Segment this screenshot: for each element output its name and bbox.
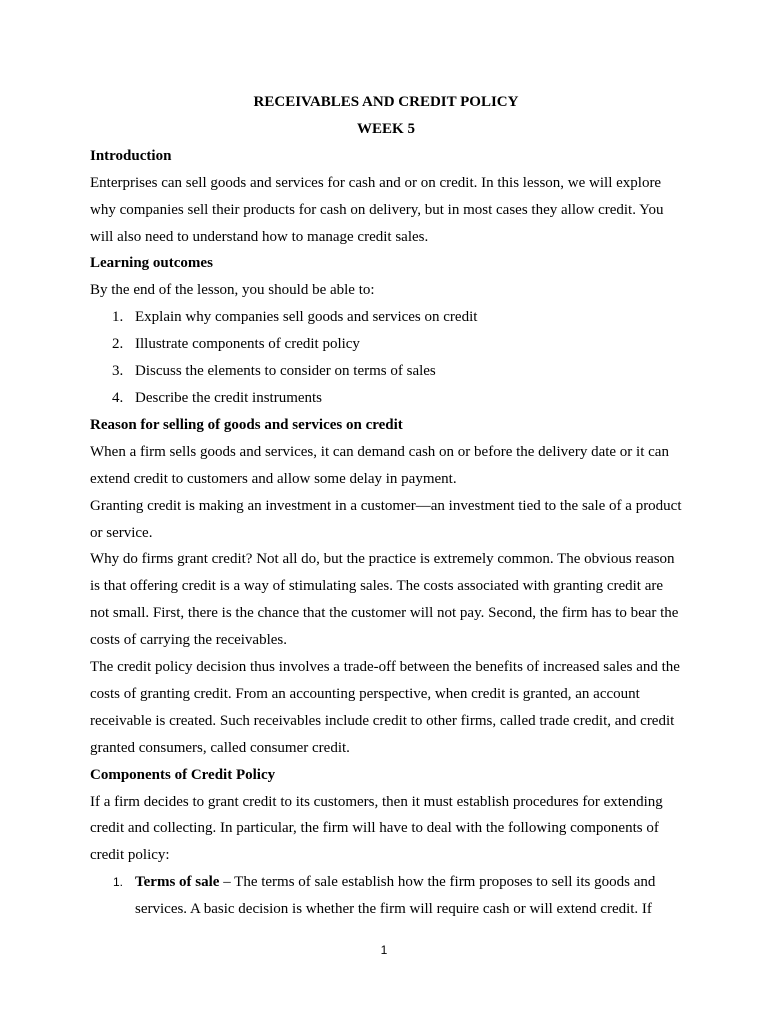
document-week: WEEK 5 — [357, 120, 415, 137]
page-number: 1 — [380, 943, 388, 957]
list-item — [90, 331, 682, 358]
list-item-number: 2. — [112, 336, 124, 353]
reason-paragraph: The credit policy decision thus involves a trade-off between the benefits of increased sales and the costs of granting credit. From an accounting perspective, when credit is granted, an account receivable is created. Such receivables include credit to other firms, called trade credit, and credit granted consumers, called consumer credit. — [90, 659, 680, 756]
introduction-heading: Introduction — [90, 147, 172, 164]
learning-outcomes-list — [90, 304, 682, 412]
list-item — [90, 358, 682, 385]
components-heading: Components of Credit Policy — [90, 766, 276, 783]
learning-outcomes-intro: By the end of the lesson, you should be able to: — [90, 282, 375, 299]
list-item — [90, 385, 682, 412]
document-title: RECEIVABLES AND CREDIT POLICY — [253, 94, 519, 110]
list-item — [90, 304, 682, 331]
introduction-text: Enterprises can sell goods and services for cash and or on credit. In this lesson, we will explore why companies sell their products for cash on delivery, but in most cases they allow credit. You will also need to understand how to manage credit sales. — [90, 174, 664, 245]
components-list — [90, 869, 682, 923]
list-item — [90, 869, 682, 923]
reason-paragraph: Granting credit is making an investment in a customer—an investment tied to the sale of a product or service. — [90, 497, 682, 541]
list-item-number: 4. — [112, 389, 124, 406]
document-body — [90, 89, 682, 923]
reason-paragraph: Why do firms grant credit? Not all do, but the practice is extremely common. The obvious reason is that offering credit is a way of stimulating sales. The costs associated with granting credit are not small. First, there is the chance that the customer will not pay. Second, the firm has to bear the costs of carrying the receivables. — [90, 551, 679, 649]
learning-outcomes-heading: Learning outcomes — [90, 255, 213, 272]
reason-heading: Reason for selling of goods and services on credit — [90, 416, 403, 433]
list-item-text: Discuss the elements to consider on terms of sales — [135, 363, 436, 380]
components-text: If a firm decides to grant credit to its customers, then it must establish procedures for extending credit and collecting. In particular, the firm will have to deal with the following components of credit policy: — [90, 793, 663, 864]
reason-paragraph: When a firm sells goods and services, it can demand cash on or before the delivery date or it can extend credit to customers and allow some delay in payment. — [90, 443, 669, 487]
list-item-number: 3. — [112, 363, 124, 380]
list-item-text: Explain why companies sell goods and services on credit — [135, 309, 478, 326]
list-item-text: – The terms of sale establish how the firm proposes to sell its goods and services. A basic decision is whether the firm will require cash or will extend credit. If — [135, 874, 656, 918]
list-item-number: 1. — [113, 875, 124, 890]
list-item-number: 1. — [112, 309, 124, 326]
list-item-text: Illustrate components of credit policy — [135, 336, 360, 353]
list-item-term: Terms of sale — [135, 874, 220, 891]
list-item-text: Describe the credit instruments — [135, 389, 323, 406]
